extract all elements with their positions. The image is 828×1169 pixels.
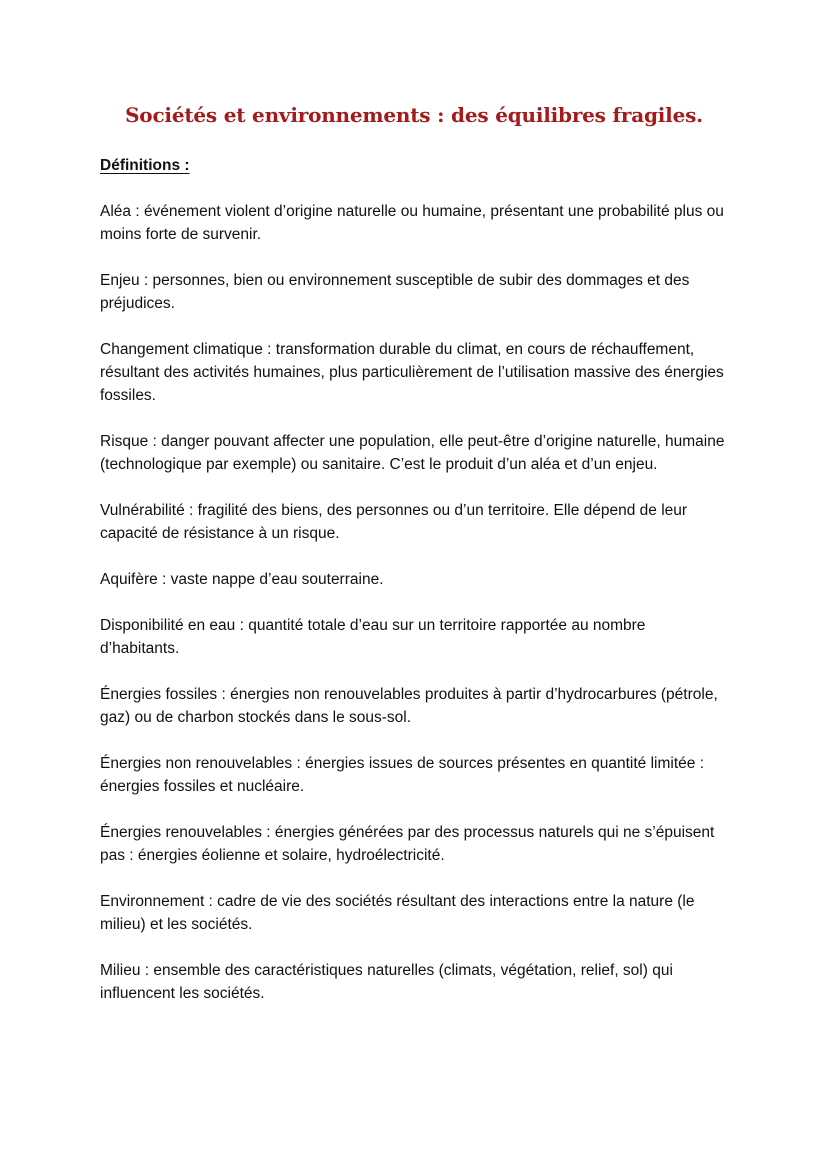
definition-environnement: Environnement : cadre de vie des sociétés résultant des interactions entre la nature (le milieu) et les sociétés.: [100, 893, 695, 933]
definition-energies-non-renouvelables: Énergies non renouvelables : énergies issues de sources présentes en quantité limitée : énergies fossiles et nucléaire.: [100, 755, 705, 795]
definition-aquifere: Aquifère : vaste nappe d’eau souterraine.: [100, 571, 384, 588]
definition-energies-renouvelables: Énergies renouvelables : énergies générées par des processus naturels qui ne s’épuisent pas : énergies éolienne et solaire, hydroélectricité.: [100, 824, 715, 864]
definition-energies-fossiles: Énergies fossiles : énergies non renouvelables produites à partir d’hydrocarbures (pétrole, gaz) ou de charbon stockés dans le sous-sol.: [100, 686, 718, 726]
document-title: Sociétés et environnements : des équilibres fragiles.: [125, 103, 703, 127]
definition-enjeu: Enjeu : personnes, bien ou environnement susceptible de subir des dommages et des préjudices.: [100, 272, 690, 312]
definition-changement-climatique: Changement climatique : transformation durable du climat, en cours de réchauffement, résultant des activités humaines, plus particulièrement de l’utilisation massive des énergies fossiles.: [100, 341, 724, 404]
definition-alea: Aléa : événement violent d’origine naturelle ou humaine, présentant une probabilité plus ou moins forte de survenir.: [100, 203, 724, 243]
section-heading-definitions: Définitions :: [100, 157, 190, 174]
definition-milieu: Milieu : ensemble des caractéristiques naturelles (climats, végétation, relief, sol) qui influencent les sociétés.: [100, 962, 673, 1002]
definitions-list: [100, 200, 728, 1005]
definition-vulnerabilite: Vulnérabilité : fragilité des biens, des personnes ou d’un territoire. Elle dépend de leur capacité de résistance à un risque.: [100, 502, 688, 542]
definition-risque: Risque : danger pouvant affecter une population, elle peut-être d’origine naturelle, humaine (technologique par exemple) ou sanitaire. C’est le produit d’un aléa et d’un enjeu.: [100, 433, 725, 473]
definition-disponibilite-en-eau: Disponibilité en eau : quantité totale d’eau sur un territoire rapportée au nombre d’habitants.: [100, 617, 646, 657]
